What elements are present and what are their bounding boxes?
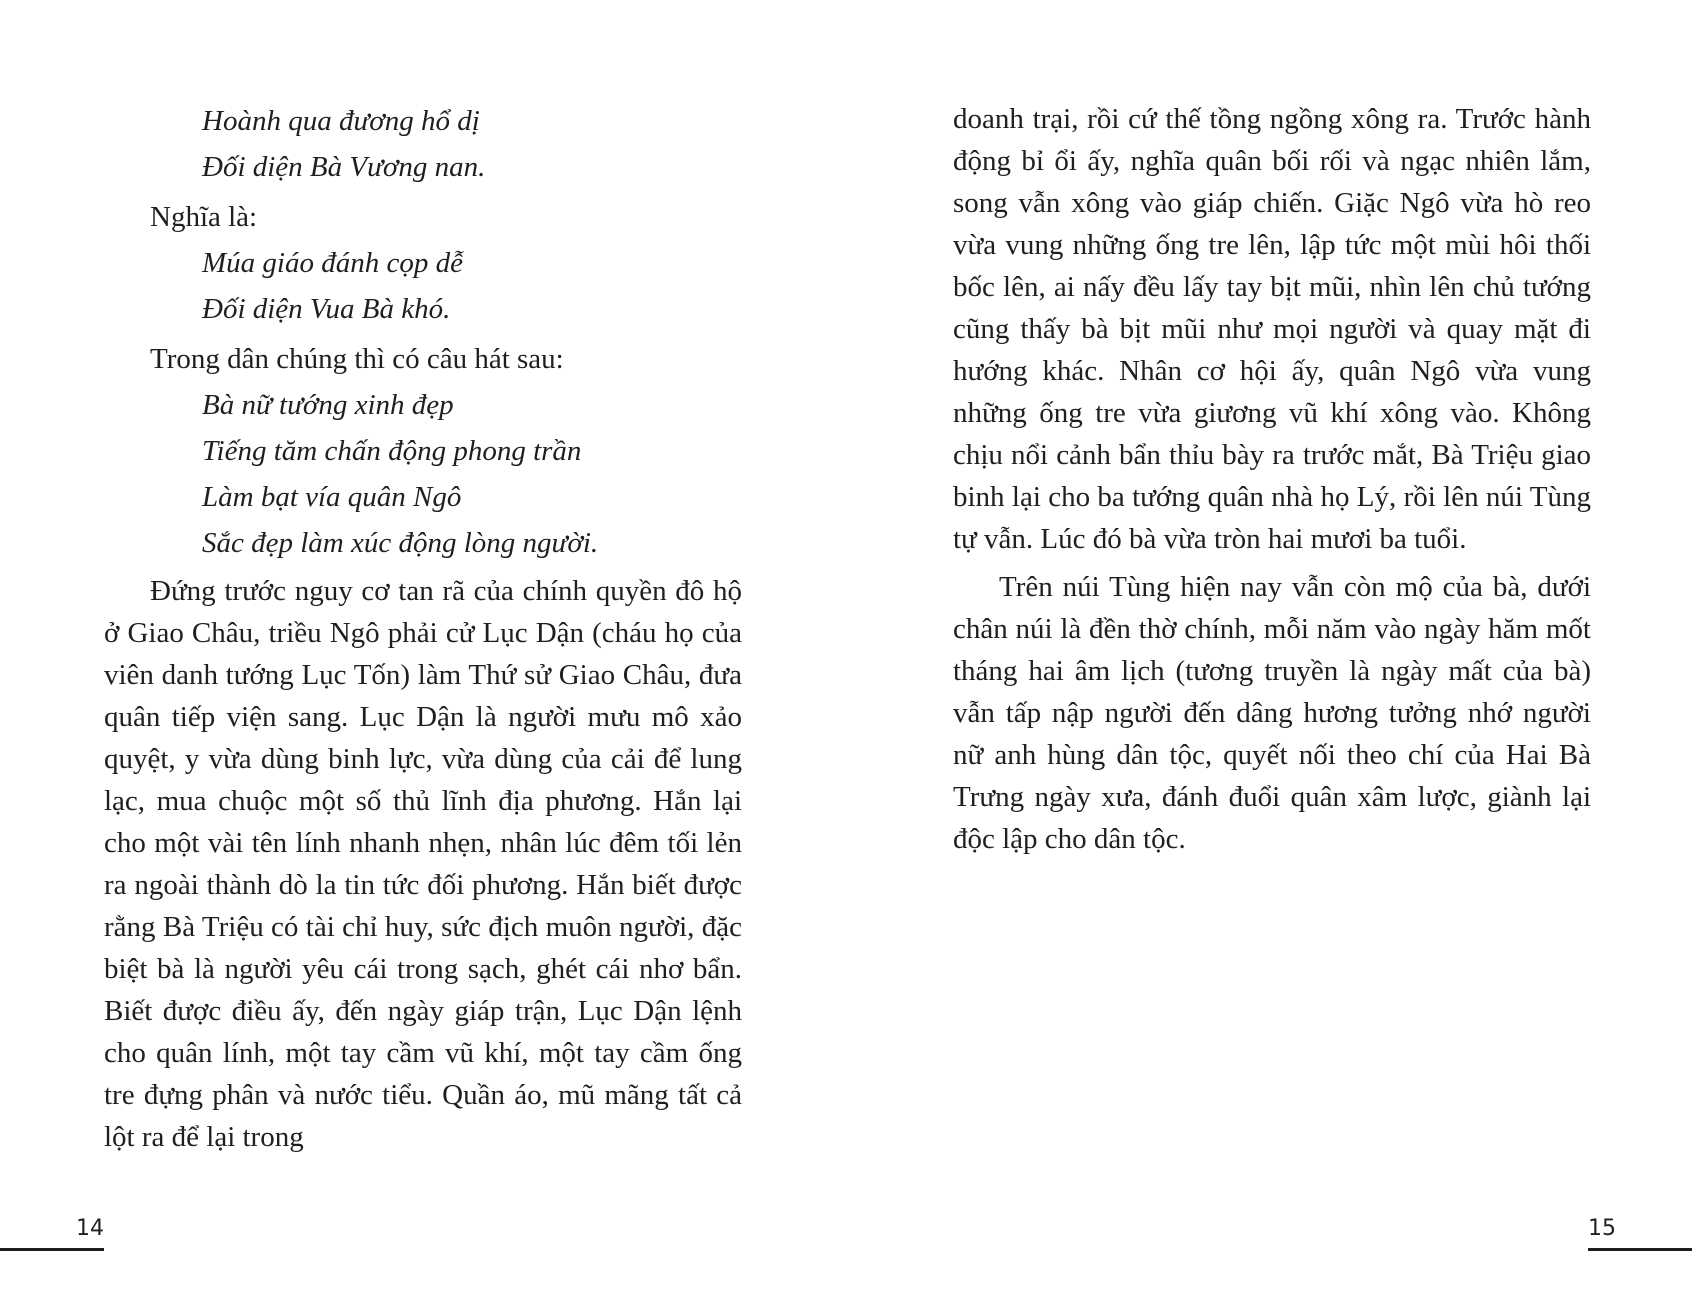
verse-line: Đối diện Vua Bà khó. — [202, 293, 451, 325]
verse-line: Hoành qua đương hổ dị — [202, 105, 480, 137]
verse-line: Bà nữ tướng xinh đẹp — [202, 389, 454, 421]
verse-line: Sắc đẹp làm xúc động lòng người. — [202, 527, 599, 559]
verse-translation — [104, 240, 742, 332]
verse-line: Tiếng tăm chấn động phong trần — [202, 435, 582, 467]
verse-han-viet — [104, 98, 742, 190]
footer-rule — [1588, 1248, 1692, 1251]
verse-line: Múa giáo đánh cọp dễ — [202, 247, 463, 279]
verse-line: Làm bạt vía quân Ngô — [202, 481, 462, 513]
body-paragraph: Đứng trước nguy cơ tan rã của chính quyền đô hộ ở Giao Châu, triều Ngô phải cử Lục Dận (cháu họ của viên danh tướng Lục Tốn) làm Thứ sử Giao Châu, đưa quân tiếp viện sang. Lục Dận là người mưu mô xảo quyệt, y vừa dùng binh lực, vừa dùng của cải để lung lạc, mua chuộc một số thủ lĩnh địa phương. Hắn lại cho một vài tên lính nhanh nhẹn, nhân lúc đêm tối lẻn ra ngoài thành dò la tin tức đối phương. Hắn biết được rằng Bà Triệu có tài chỉ huy, sức địch muôn người, đặc biệt bà là người yêu cái trong sạch, ghét cái nhơ bẩn. Biết được điều ấy, đến ngày giáp trận, Lục Dận lệnh cho quân lính, một tay cầm vũ khí, một tay cầm ống tre đựng phân và nước tiểu. Quần áo, mũ mãng tất cả lột ra để lại trong — [104, 575, 742, 1153]
right-text-column — [953, 98, 1591, 860]
right-page — [850, 0, 1700, 1294]
footer-rule — [0, 1248, 104, 1251]
body-paragraph: doanh trại, rồi cứ thế tồng ngồng xông ra. Trước hành động bỉ ổi ấy, nghĩa quân bối rối và ngạc nhiên lắm, song vẫn xông vào giáp chiến. Giặc Ngô vừa hò reo vừa vung những ống tre lên, lập tức một mùi hôi thối bốc lên, ai nấy đều lấy tay bịt mũi, nhìn lên chủ tướng cũng thấy bà bịt mũi như mọi người và quay mặt đi hướng khác. Nhân cơ hội ấy, quân Ngô vừa vung những ống tre vừa giương vũ khí xông vào. Không chịu nổi cảnh bẩn thỉu bày ra trước mắt, Bà Triệu giao binh lại cho ba tướng quân nhà họ Lý, rồi lên núi Tùng tự vẫn. Lúc đó bà vừa tròn hai mươi ba tuổi. — [953, 103, 1591, 555]
verse-line: Đối diện Bà Vương nan. — [202, 151, 486, 183]
body-paragraph: Trên núi Tùng hiện nay vẫn còn mộ của bà, dưới chân núi là đền thờ chính, mỗi năm vào ngày hăm mốt tháng hai âm lịch (tương truyền là ngày mất của bà) vẫn tấp nập người đến dâng hương tưởng nhớ người nữ anh hùng dân tộc, quyết nối theo chí của Hai Bà Trưng ngày xưa, đánh đuổi quân xâm lược, giành lại độc lập cho dân tộc. — [953, 571, 1591, 855]
page-number: 14 — [76, 1216, 104, 1241]
left-text-column — [104, 98, 742, 1158]
verse-folk-song — [104, 382, 742, 566]
verse-intro: Nghĩa là: — [150, 201, 258, 233]
verse-intro: Trong dân chúng thì có câu hát sau: — [150, 343, 564, 375]
page-number: 15 — [1588, 1216, 1616, 1241]
